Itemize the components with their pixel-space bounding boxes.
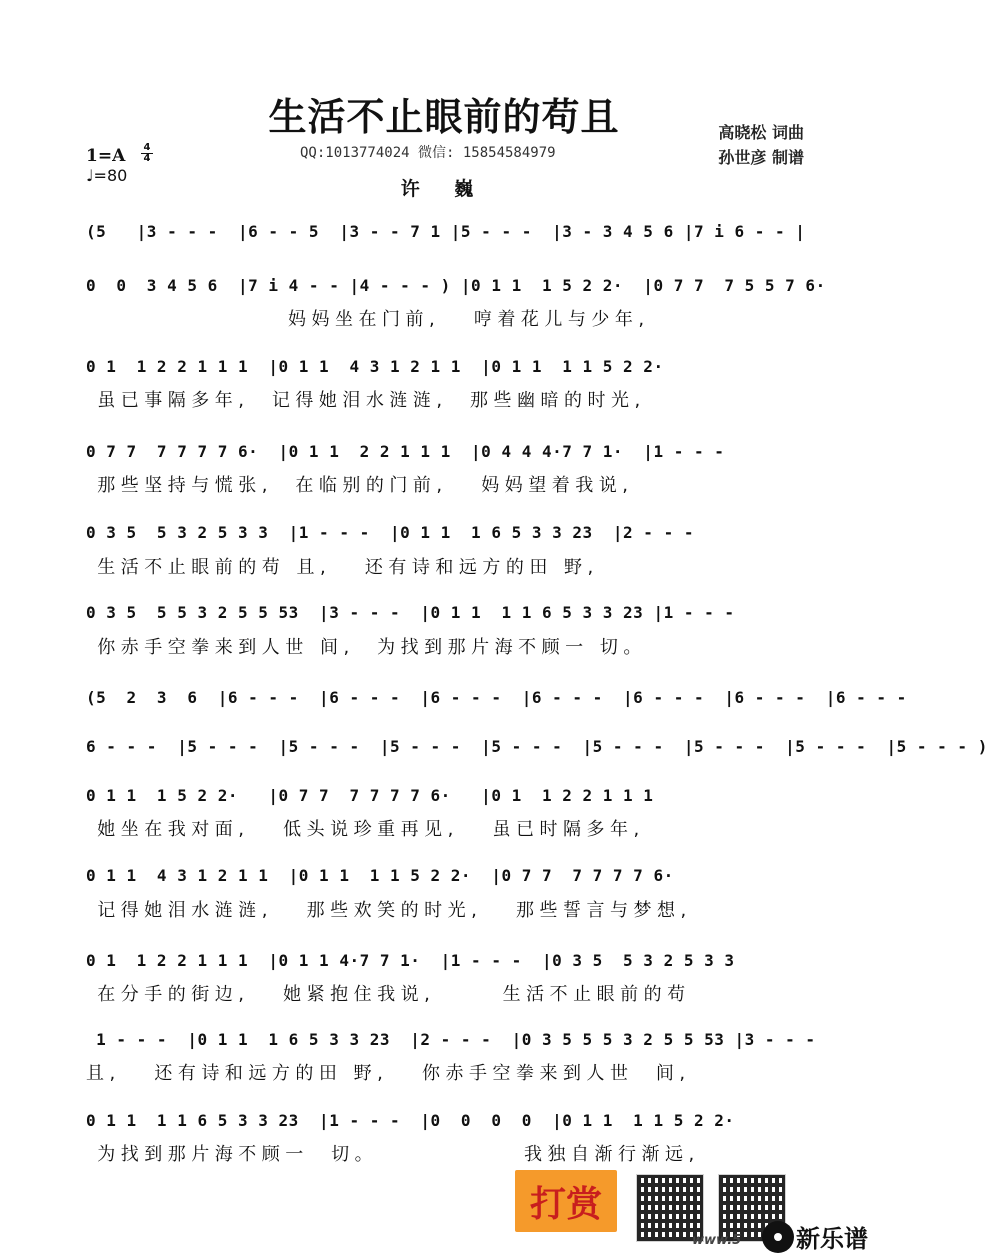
time-signature <box>141 143 153 164</box>
notation-line: 1 - - - |0 1 1 1 6 5 3 3 23 |2 - - - |0 3 5 5 5 3 2 5 5 53 |3 - - - <box>86 1030 816 1049</box>
time-signature-bottom: 4 <box>141 153 153 164</box>
lyric-line: 她坐在我对面, 低头说珍重再见, 虽已时隔多年, <box>86 819 645 840</box>
transcriber-credit: 孙世彦 制谱 <box>718 148 804 167</box>
lyric-line: 为找到那片海不顾一 切。 我独自渐行渐远, <box>86 1144 700 1165</box>
notation-line: 0 3 5 5 5 3 2 5 5 53 |3 - - - |0 1 1 1 1 6 5 3 3 23 |1 - - - <box>86 603 735 622</box>
qr-code-icon <box>636 1174 704 1242</box>
lyricist-composer-credit: 高晓松 词曲 <box>718 123 804 142</box>
lyric-line: 在分手的街边, 她紧抱住我说, 生活不止眼前的苟 <box>86 984 691 1005</box>
notation-line: 0 7 7 7 7 7 7 6· |0 1 1 2 2 1 1 1 |0 4 4 4·7 7 1· |1 - - - <box>86 442 725 461</box>
record-disc-icon <box>762 1221 794 1253</box>
singer-name: 许 巍 <box>400 178 488 200</box>
notation-line: (5 |3 - - - |6 - - 5 |3 - - 7 1 |5 - - - |3 - 3 4 5 6 |7 i 6 - - | <box>86 222 806 241</box>
reward-button[interactable]: 打赏 <box>515 1170 617 1232</box>
tempo-value: =80 <box>93 166 128 185</box>
lyric-line: 你赤手空拳来到人世 间, 为找到那片海不顾一 切。 <box>86 637 647 658</box>
lyric-line: 且, 还有诗和远方的田 野, 你赤手空拳来到人世 间, <box>86 1063 691 1084</box>
key-signature: 1=A <box>86 146 126 166</box>
song-title: 生活不止眼前的苟且 <box>268 94 620 139</box>
lyric-line: 生活不止眼前的苟 且, 还有诗和远方的田 野, <box>86 557 599 578</box>
notation-line: 0 1 1 1 1 6 5 3 3 23 |1 - - - |0 0 0 0 |0 1 1 1 1 5 2 2· <box>86 1111 735 1130</box>
lyric-line: 记得她泪水涟涟, 那些欢笑的时光, 那些誓言与梦想, <box>86 900 692 921</box>
notation-line: 0 1 1 1 5 2 2· |0 7 7 7 7 7 7 6· |0 1 1 2 2 1 1 1 <box>86 786 654 805</box>
notation-line: 0 3 5 5 3 2 5 3 3 |1 - - - |0 1 1 1 6 5 3 3 23 |2 - - - <box>86 523 694 542</box>
notation-line: 0 1 1 2 2 1 1 1 |0 1 1 4 3 1 2 1 1 |0 1 1 1 1 5 2 2· <box>86 357 664 376</box>
tempo-marking <box>86 166 127 185</box>
notation-line: 6 - - - |5 - - - |5 - - - |5 - - - |5 - - - |5 - - - |5 - - - |5 - - - |5 - - - ) <box>86 737 988 756</box>
site-url[interactable]: www.5 <box>692 1233 742 1248</box>
lyric-line: 那些坚持与慌张, 在临别的门前, 妈妈望着我说, <box>86 475 634 496</box>
notation-line: (5 2 3 6 |6 - - - |6 - - - |6 - - - |6 - - - |6 - - - |6 - - - |6 - - - <box>86 688 907 707</box>
contact-info: QQ:1013774024 微信: 15854584979 <box>300 145 556 161</box>
site-logo-text[interactable]: 新乐谱 <box>796 1225 868 1253</box>
time-signature-top: 4 <box>143 142 151 153</box>
notation-line: 0 1 1 2 2 1 1 1 |0 1 1 4·7 7 1· |1 - - - |0 3 5 5 3 2 5 3 3 <box>86 951 735 970</box>
lyric-line: 虽已事隔多年, 记得她泪水涟涟, 那些幽暗的时光, <box>86 390 646 411</box>
lyric-line: 妈妈坐在门前, 哼着花儿与少年, <box>86 309 650 330</box>
notation-line: 0 0 3 4 5 6 |7 i 4 - - |4 - - - ) |0 1 1 1 5 2 2· |0 7 7 7 5 5 7 6· <box>86 276 836 295</box>
notation-line: 0 1 1 4 3 1 2 1 1 |0 1 1 1 1 5 2 2· |0 7 7 7 7 7 7 6· <box>86 866 674 885</box>
quarter-note-icon: ♩ <box>86 166 94 185</box>
